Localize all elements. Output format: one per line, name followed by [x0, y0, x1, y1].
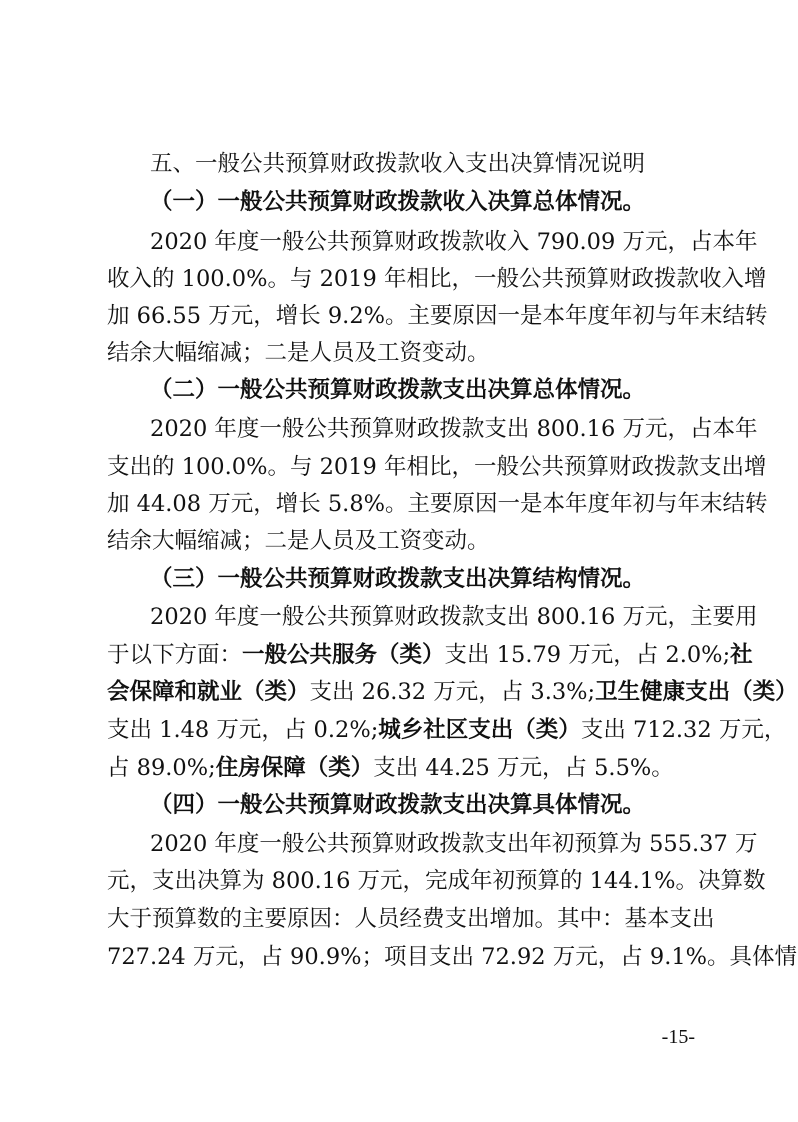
part1-line-3: 加 66.55 万元，增长 9.2%。主要原因一是本年度年初与年末结转	[107, 303, 768, 329]
part3-line-4-a: 支出 1.48 万元，占 0.2%;	[107, 717, 379, 743]
part2-heading: （二）一般公共预算财政拨款支出决算总体情况。	[150, 377, 646, 403]
part3-line-3-c: 支出 26.32 万元，占 3.3%;	[309, 679, 596, 705]
part3-heading: （三）一般公共预算财政拨款支出决算结构情况。	[150, 566, 646, 592]
part3-line-4-c: 支出 712.32 万元，	[580, 717, 787, 743]
part1-heading: （一）一般公共预算财政拨款收入决算总体情况。	[150, 189, 646, 215]
part3-line-4	[107, 711, 787, 749]
category-health: 卫生健康支出（类）	[595, 679, 798, 705]
part3-line-1: 2020 年度一般公共预算财政拨款支出 800.16 万元，主要用	[150, 604, 758, 630]
category-housing: 住房保障（类）	[215, 755, 374, 781]
part4-line-3: 大于预算数的主要原因：人员经费支出增加。其中：基本支出	[107, 906, 715, 932]
part3-line-2-b2: 社	[730, 642, 753, 668]
part3-line-5-a: 占 89.0%;	[107, 755, 216, 781]
category-urban-rural-community: 城乡社区支出（类）	[378, 717, 581, 743]
part3-line-2-c: 支出 15.79 万元，占 2.0%;	[444, 642, 731, 668]
part3-line-5	[107, 749, 691, 787]
part3-line-3	[107, 673, 798, 711]
part2-line-2: 支出的 100.0%。与 2019 年相比，一般公共预算财政拨款支出增	[107, 454, 767, 480]
category-social-security: 会保障和就业（类）	[107, 679, 310, 705]
section-title: 五、一般公共预算财政拨款收入支出决算情况说明	[150, 151, 646, 177]
part4-line-4: 727.24 万元，占 90.9%；项目支出 72.92 万元，占 9.1%。具体情	[107, 944, 798, 970]
part4-line-2: 元，支出决算为 800.16 万元，完成年初预算的 144.1%。决算数	[107, 868, 766, 894]
part1-line-4: 结余大幅缩减；二是人员及工资变动。	[107, 340, 490, 366]
category-general-public-services: 一般公共服务（类）	[242, 642, 445, 668]
part2-line-3: 加 44.08 万元，增长 5.8%。主要原因一是本年度年初与年末结转	[107, 491, 768, 517]
part4-heading: （四）一般公共预算财政拨款支出决算具体情况。	[150, 792, 646, 818]
part2-line-4: 结余大幅缩减；二是人员及工资变动。	[107, 528, 490, 554]
part3-line-2	[107, 636, 753, 674]
part3-line-2-a: 于以下方面：	[107, 642, 243, 668]
part1-line-2: 收入的 100.0%。与 2019 年相比，一般公共预算财政拨款收入增	[107, 266, 767, 292]
part1-line-1: 2020 年度一般公共预算财政拨款收入 790.09 万元，占本年	[150, 229, 758, 255]
page-number: -15-	[661, 1026, 695, 1048]
part2-line-1: 2020 年度一般公共预算财政拨款支出 800.16 万元，占本年	[150, 416, 758, 442]
part4-line-1: 2020 年度一般公共预算财政拨款支出年初预算为 555.37 万	[150, 831, 758, 857]
part3-line-5-c: 支出 44.25 万元，占 5.5%。	[373, 755, 674, 781]
